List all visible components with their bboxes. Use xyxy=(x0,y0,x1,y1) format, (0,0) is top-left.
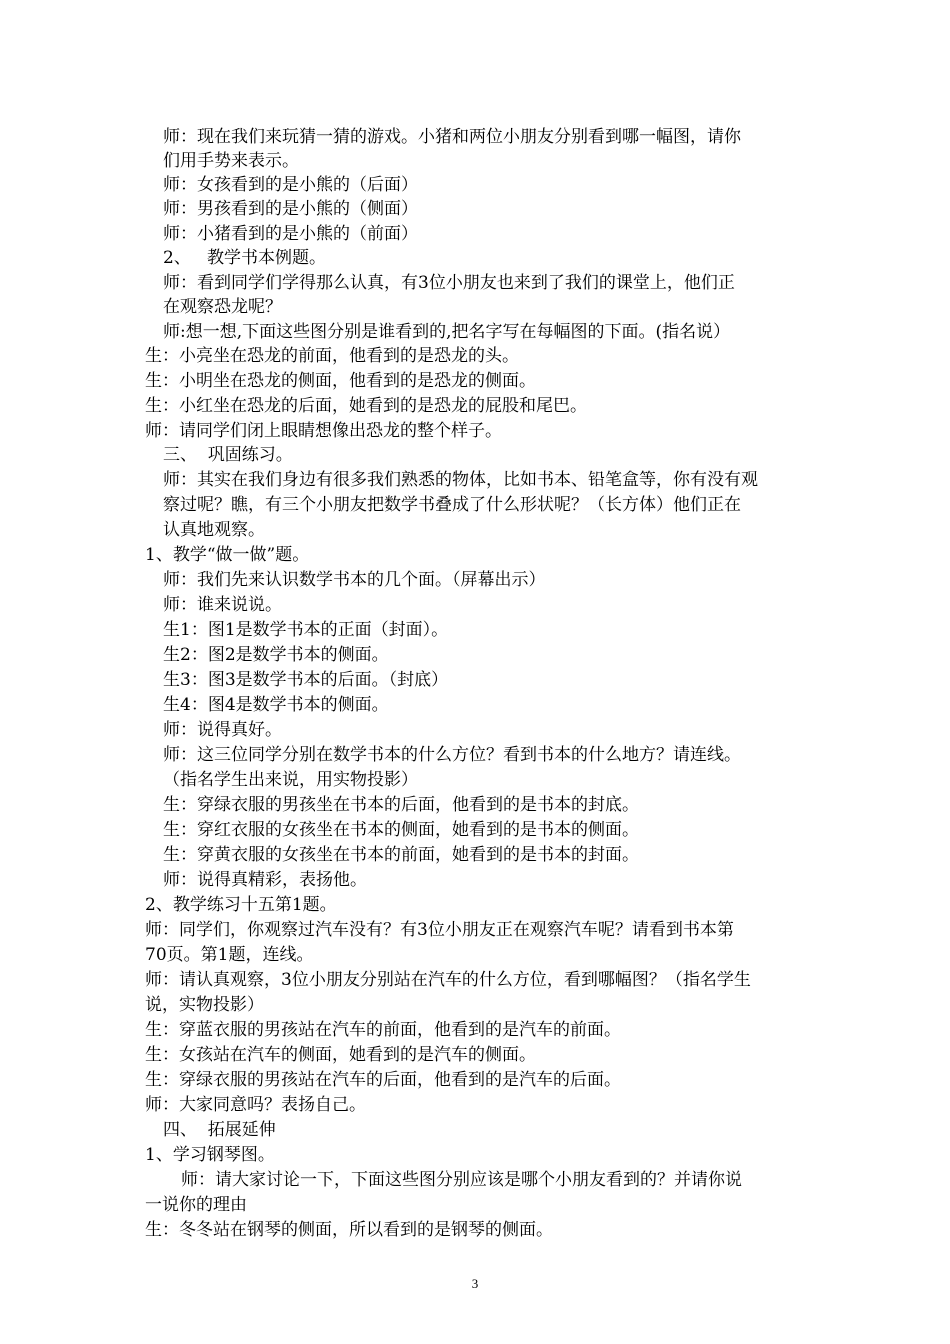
paragraph-line: 师：看到同学们学得那么认真，有3位小朋友也来到了我们的课堂上，他们正 xyxy=(163,273,735,293)
subsection-heading: 1、教学“做一做”题。 xyxy=(145,545,310,565)
paragraph-line: 师：女孩看到的是小熊的（后面） xyxy=(163,175,418,195)
paragraph-line: 生4：图4是数学书本的侧面。 xyxy=(163,695,389,715)
section-heading: 三、 巩固练习。 xyxy=(163,445,293,465)
subsection-heading: 2、教学练习十五第1题。 xyxy=(145,895,337,915)
paragraph-line: 说，实物投影） xyxy=(145,995,264,1015)
paragraph-line: 生3：图3是数学书本的后面。（封底） xyxy=(163,670,449,690)
paragraph-line: 师：请大家讨论一下，下面这些图分别应该是哪个小朋友看到的？并请你说 xyxy=(181,1170,742,1190)
paragraph-line: 一说你的理由 xyxy=(145,1195,247,1215)
paragraph-line: 生：小明坐在恐龙的侧面，他看到的是恐龙的侧面。 xyxy=(145,371,536,391)
paragraph-line: 师：这三位同学分别在数学书本的什么方位？看到书本的什么地方？请连线。 xyxy=(163,745,741,765)
paragraph-line: 认真地观察。 xyxy=(163,520,265,540)
paragraph-line: 生：穿红衣服的女孩坐在书本的侧面，她看到的是书本的侧面。 xyxy=(163,820,639,840)
paragraph-line: 师：说得真好。 xyxy=(163,720,282,740)
paragraph-line: 师：同学们，你观察过汽车没有？有3位小朋友正在观察汽车呢？请看到书本第 xyxy=(145,920,734,940)
paragraph-line: 师：请同学们闭上眼睛想像出恐龙的整个样子。 xyxy=(145,421,502,441)
paragraph-line: 察过呢？瞧，有三个小朋友把数学书叠成了什么形状呢？（长方体）他们正在 xyxy=(163,495,741,515)
paragraph-line: 师：大家同意吗？表扬自己。 xyxy=(145,1095,366,1115)
paragraph-line: 生：女孩站在汽车的侧面，她看到的是汽车的侧面。 xyxy=(145,1045,536,1065)
paragraph-line: 师：男孩看到的是小熊的（侧面） xyxy=(163,199,418,219)
paragraph-line: 生：穿绿衣服的男孩站在汽车的后面，他看到的是汽车的后面。 xyxy=(145,1070,621,1090)
paragraph-line: 生：冬冬站在钢琴的侧面，所以看到的是钢琴的侧面。 xyxy=(145,1220,553,1240)
section-heading: 四、 拓展延伸 xyxy=(163,1120,276,1140)
paragraph-line: 生：穿绿衣服的男孩坐在书本的后面，他看到的是书本的封底。 xyxy=(163,795,639,815)
paragraph-line: 在观察恐龙呢？ xyxy=(163,297,282,317)
subsection-heading: 1、学习钢琴图。 xyxy=(145,1145,275,1165)
paragraph-line: （指名学生出来说，用实物投影） xyxy=(163,770,418,790)
page-number: 3 xyxy=(471,1276,479,1291)
paragraph-line: 师：谁来说说。 xyxy=(163,595,282,615)
paragraph-line: 70页。第1题，连线。 xyxy=(145,945,314,965)
paragraph-line: 生：穿蓝衣服的男孩站在汽车的前面，他看到的是汽车的前面。 xyxy=(145,1020,621,1040)
paragraph-line: 师：请认真观察，3位小朋友分别站在汽车的什么方位，看到哪幅图？（指名学生 xyxy=(145,970,751,990)
paragraph-line: 生：小亮坐在恐龙的前面，他看到的是恐龙的头。 xyxy=(145,346,519,366)
paragraph-line: 师：我们先来认识数学书本的几个面。（屏幕出示） xyxy=(163,570,546,590)
paragraph-line: 们用手势来表示。 xyxy=(163,151,299,171)
paragraph-line: 师：说得真精彩，表扬他。 xyxy=(163,870,367,890)
paragraph-line: 生：穿黄衣服的女孩坐在书本的前面，她看到的是书本的封面。 xyxy=(163,845,639,865)
section-heading: 2、 教学书本例题。 xyxy=(163,248,327,268)
paragraph-line: 师:想一想,下面这些图分别是谁看到的,把名字写在每幅图的下面。(指名说） xyxy=(163,322,731,342)
paragraph-line: 生1：图1是数学书本的正面（封面）。 xyxy=(163,620,449,640)
paragraph-line: 师：现在我们来玩猜一猜的游戏。小猪和两位小朋友分别看到哪一幅图，请你 xyxy=(163,127,741,147)
paragraph-line: 生2：图2是数学书本的侧面。 xyxy=(163,645,389,665)
paragraph-line: 师：小猪看到的是小熊的（前面） xyxy=(163,224,418,244)
paragraph-line: 师：其实在我们身边有很多我们熟悉的物体，比如书本、铅笔盒等，你有没有观 xyxy=(163,470,758,490)
paragraph-line: 生：小红坐在恐龙的后面，她看到的是恐龙的屁股和尾巴。 xyxy=(145,396,587,416)
